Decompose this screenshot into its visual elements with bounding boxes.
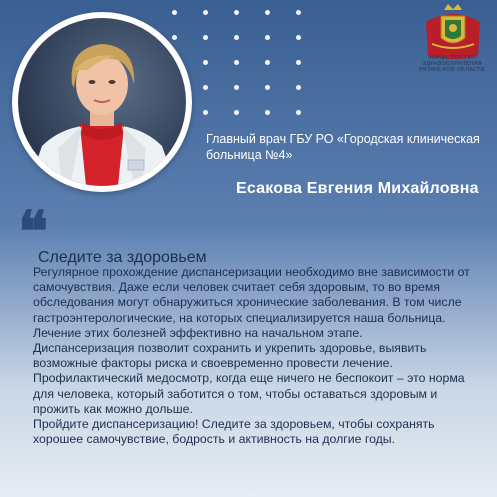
decorative-dot xyxy=(203,85,208,90)
decorative-dot xyxy=(296,110,301,115)
decorative-dot xyxy=(296,10,301,15)
dot-grid-decoration xyxy=(172,10,322,130)
emblem-caption-line: МИНИСТЕРСТВО xyxy=(428,55,476,61)
decorative-dot xyxy=(296,85,301,90)
decorative-dot xyxy=(234,10,239,15)
decorative-dot xyxy=(203,35,208,40)
decorative-dot xyxy=(296,35,301,40)
decorative-dot xyxy=(296,60,301,65)
decorative-dot xyxy=(234,85,239,90)
decorative-dot xyxy=(172,10,177,15)
decorative-dot xyxy=(265,10,270,15)
emblem-caption xyxy=(410,55,494,73)
message-body xyxy=(33,265,488,447)
decorative-dot xyxy=(203,10,208,15)
decorative-dot xyxy=(265,35,270,40)
doctor-position: Главный врач ГБУ РО «Городская клиническая больница №4» xyxy=(206,132,480,162)
decorative-dot xyxy=(203,60,208,65)
emblem-caption-line: ЗДРАВООХРАНЕНИЯ xyxy=(422,61,482,67)
message-paragraph: Пройдите диспансеризацию! Следите за здоровьем, чтобы сохранять хорошее самочувствие, бодрость и активность на долгие годы. xyxy=(33,417,435,447)
decorative-dot xyxy=(234,35,239,40)
decorative-dot xyxy=(234,110,239,115)
doctor-portrait-illustration xyxy=(18,18,186,186)
message-paragraph: Диспансеризация позволит сохранить и укрепить здоровье, выявить возможные факторы риска и своевременно провести лечение. xyxy=(33,341,427,371)
message-heading: Следите за здоровьем xyxy=(38,249,207,266)
emblem-caption-line: РЯЗАНСКОЙ ОБЛАСТИ xyxy=(419,67,485,73)
doctor-photo xyxy=(18,18,186,186)
decorative-dot xyxy=(203,110,208,115)
decorative-dot xyxy=(172,35,177,40)
quote-mark-icon: ❝ xyxy=(18,199,49,265)
message-paragraph: Регулярное прохождение диспансеризации необходимо вне зависимости от самочувствия. Даже если человек считает себя здоровым, то во время обследования могут обнаружиться хронические заболевания. В том числе гастроэнтерологические, на которых специализируется наша больница. Лечение этих болезней эффективно на начальном этапе. xyxy=(33,265,470,340)
decorative-dot xyxy=(265,110,270,115)
decorative-dot xyxy=(265,85,270,90)
message-paragraph: Профилактический медосмотр, когда еще ничего не беспокоит – это норма для человека, который заботится о том, чтобы оставаться здоровым и прожить как можно дольше. xyxy=(33,371,465,416)
decorative-dot xyxy=(265,60,270,65)
decorative-dot xyxy=(234,60,239,65)
doctor-name: Есакова Евгения Михайловна xyxy=(236,180,479,197)
